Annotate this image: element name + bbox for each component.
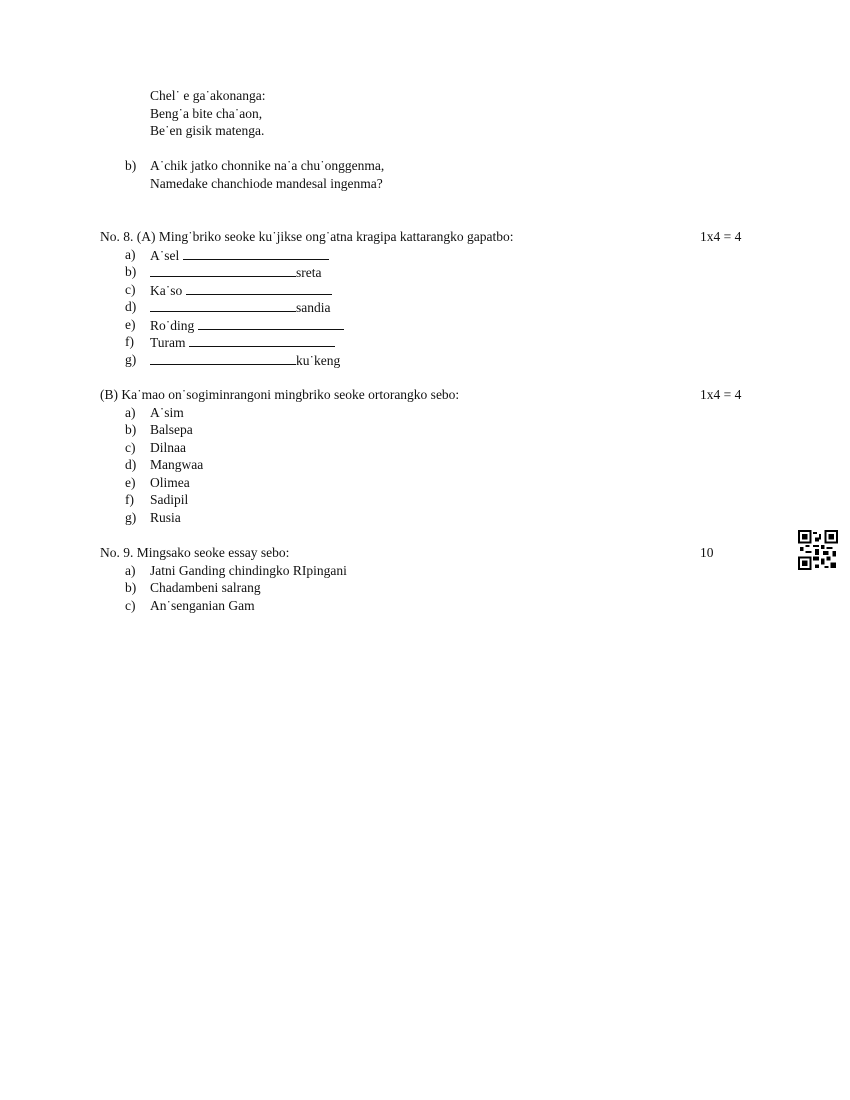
fill-blank-item — [150, 282, 332, 299]
question-9-marks: 10 — [700, 545, 714, 560]
item-label: d) — [125, 457, 137, 472]
item-text: Dilnaa — [150, 440, 186, 455]
fill-blank-item — [150, 299, 331, 316]
answer-blank[interactable] — [150, 264, 296, 277]
fill-blank-item — [150, 352, 340, 369]
answer-blank[interactable] — [198, 317, 344, 330]
answer-blank[interactable] — [189, 334, 335, 347]
fill-blank-item — [150, 334, 335, 351]
item-label: f) — [125, 492, 134, 507]
item-text: Mangwaa — [150, 457, 204, 472]
item-label: b) — [125, 264, 137, 279]
question-9-heading: No. 9. Mingsako seoke essay sebo: — [100, 545, 290, 560]
answer-blank[interactable] — [186, 282, 332, 295]
item-label: e) — [125, 475, 136, 490]
item-label: b) — [125, 158, 137, 173]
item-text: Balsepa — [150, 422, 193, 437]
item-text: sreta — [296, 265, 322, 280]
item-text: Rusia — [150, 510, 181, 525]
item-label: e) — [125, 317, 136, 332]
fill-blank-item — [150, 264, 321, 281]
item-text: Chadambeni salrang — [150, 580, 261, 595]
question-8a-marks: 1x4 = 4 — [700, 229, 742, 244]
item-label: c) — [125, 282, 136, 297]
item-label: d) — [125, 299, 137, 314]
answer-blank[interactable] — [150, 352, 296, 365]
item-label: a) — [125, 247, 136, 262]
item-text: Turam — [150, 335, 186, 350]
item-label: c) — [125, 440, 136, 455]
item-text: An˙senganian Gam — [150, 598, 255, 613]
item-text: Jatni Ganding chindingko RIpingani — [150, 563, 347, 578]
question-8b-heading: (B) Ka˙mao on˙sogiminrangoni mingbriko seoke ortorangko sebo: — [100, 387, 460, 402]
fill-blank-item — [150, 317, 344, 334]
poem-line: Chel˙ e ga˙akonanga: — [150, 88, 266, 103]
item-text: ku˙keng — [296, 353, 341, 368]
item-label: f) — [125, 334, 134, 349]
item-text: Ka˙so — [150, 283, 183, 298]
poem-line: Be˙en gisik matenga. — [150, 123, 265, 138]
item-text: A˙sim — [150, 405, 184, 420]
item-label: g) — [125, 352, 137, 367]
poem-line: Namedake chanchiode mandesal ingenma? — [150, 176, 383, 191]
item-label: c) — [125, 598, 136, 613]
qr-code — [798, 530, 838, 570]
item-text: Olimea — [150, 475, 190, 490]
answer-blank[interactable] — [150, 299, 296, 312]
question-8a-heading: No. 8. (A) Ming˙briko seoke ku˙jikse ong˙atna kragipa kattarangko gapatbo: — [100, 229, 514, 244]
item-label: a) — [125, 405, 136, 420]
item-text: Sadipil — [150, 492, 189, 507]
item-label: b) — [125, 580, 137, 595]
item-label: a) — [125, 563, 136, 578]
item-text: Ro˙ding — [150, 318, 195, 333]
answer-blank[interactable] — [183, 247, 329, 260]
item-text: A˙sel — [150, 248, 180, 263]
question-8b-marks: 1x4 = 4 — [700, 387, 742, 402]
poem-line: Beng˙a bite cha˙aon, — [150, 106, 263, 121]
item-label: g) — [125, 510, 137, 525]
item-label: b) — [125, 422, 137, 437]
poem-line: A˙chik jatko chonnike na˙a chu˙onggenma, — [150, 158, 385, 173]
item-text: sandia — [296, 300, 331, 315]
fill-blank-item — [150, 247, 329, 264]
